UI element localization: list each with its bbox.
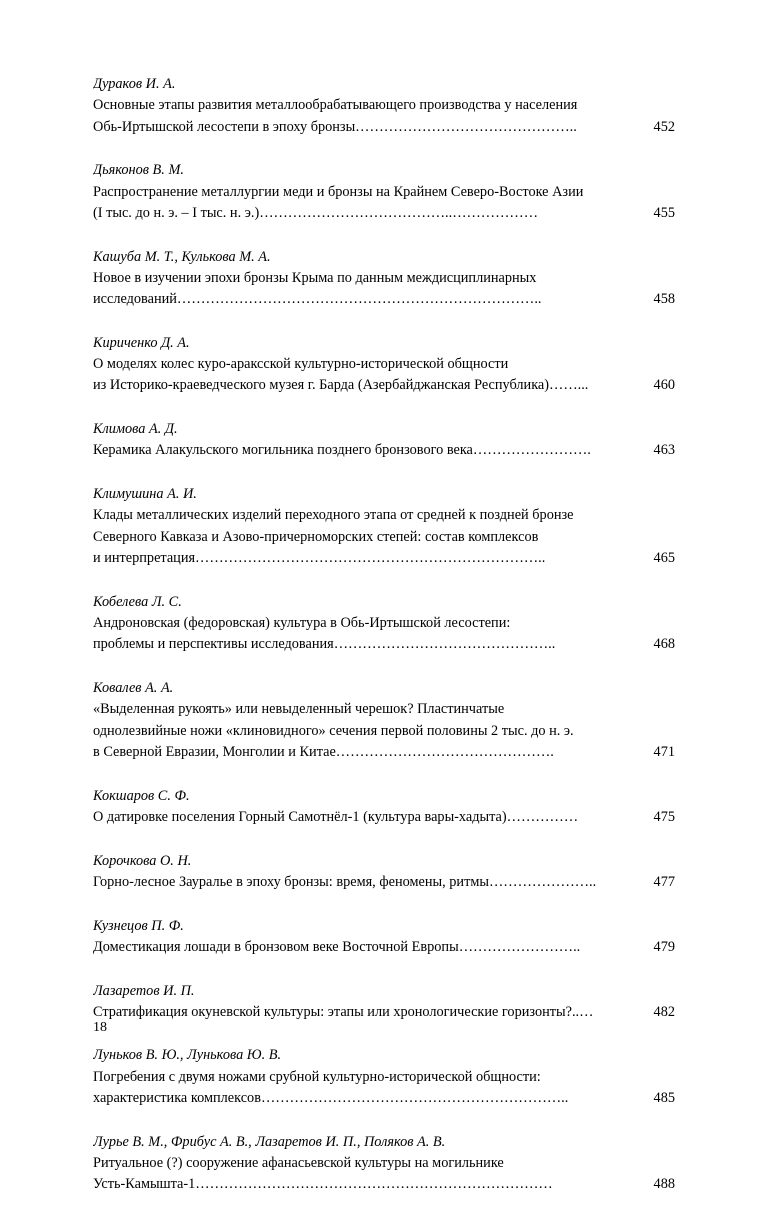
toc-entry: [93, 1132, 675, 1196]
entry-title-line: исследований…………………………………………………………………..: [93, 291, 542, 308]
toc-entry: [93, 1045, 675, 1109]
entry-author: Кириченко Д. А.: [93, 334, 190, 351]
entry-author: Корочкова О. Н.: [93, 852, 192, 869]
page-number: 18: [93, 1020, 107, 1035]
entry-page-number: 465: [653, 550, 675, 566]
entry-page-number: 460: [653, 377, 675, 394]
entry-author: Ковалев А. А.: [93, 679, 174, 696]
entry-title-line: Ритуальное (?) сооружение афанасьевской культуры на могильнике: [93, 1155, 504, 1172]
entry-title-line: Усть-Камышта-1…………………………………………………………………: [93, 1176, 553, 1193]
toc-entry: [93, 786, 675, 829]
entry-author: Кокшаров С. Ф.: [93, 787, 190, 804]
entry-title-line: проблемы и перспективы исследования………………………………………..: [93, 636, 556, 653]
toc-entry: [93, 916, 675, 959]
entry-title-line: Северного Кавказа и Азово-причерноморских степей: состав комплексов: [93, 528, 539, 545]
entry-title-line: (I тыс. до н. э. – I тыс. н. э.)…………………………………..………………: [93, 204, 538, 221]
entry-author: Кашуба М. Т., Кулькова М. А.: [93, 248, 271, 265]
entry-page-number: 471: [653, 743, 675, 760]
entry-title-line: Основные этапы развития металлообрабатывающего производства у населения: [93, 97, 578, 114]
entry-author: Лазаретов И. П.: [93, 982, 195, 999]
entry-author: Климушина А. И.: [93, 486, 197, 503]
entry-author: Кобелева Л. С.: [93, 593, 182, 610]
toc-entry: [93, 419, 675, 462]
entry-page-number: 458: [653, 291, 675, 308]
entry-page-number: 488: [653, 1176, 675, 1193]
toc-entry: [93, 484, 675, 569]
entry-author: Дьяконов В. М.: [93, 162, 184, 179]
entry-page-number: 468: [653, 636, 675, 653]
entry-title-line: однолезвийные ножи «клиновидного» сечения первой половины 2 тыс. до н. э.: [93, 722, 574, 739]
entry-title-line: Андроновская (федоровская) культура в Обь-Иртышской лесостепи:: [93, 614, 511, 631]
entry-title-line: из Историко-краеведческого музея г. Барда (Азербайджанская Республика)……...: [93, 377, 589, 394]
entry-title-line: в Северной Евразии, Монголии и Китае……………………………………….: [93, 743, 554, 760]
toc-entry: [93, 851, 675, 894]
entry-title-line: Горно-лесное Зауралье в эпоху бронзы: время, феномены, ритмы…………………..: [93, 873, 597, 890]
entry-title-line: О моделях колес куро-араксской культурно-исторической общности: [93, 356, 509, 373]
entry-title-line: «Выделенная рукоять» или невыделенный черешок? Пластинчатые: [93, 701, 505, 718]
entry-title-line: Распространение металлургии меди и бронзы на Крайнем Северо-Востоке Азии: [93, 183, 584, 200]
entry-page-number: 475: [653, 808, 675, 825]
entry-author: Кузнецов П. Ф.: [93, 917, 184, 934]
entry-author: Климова А. Д.: [93, 421, 178, 438]
entry-title-line: Керамика Алакульского могильника позднего бронзового века…………………….: [93, 442, 591, 459]
entry-page-number: 479: [653, 938, 675, 955]
table-of-contents: [93, 74, 675, 1218]
entry-page-number: 485: [653, 1090, 675, 1107]
toc-entry: [93, 981, 675, 1024]
entry-author: Луньков В. Ю., Лунькова Ю. В.: [93, 1047, 282, 1064]
entry-title-line: Погребения с двумя ножами срубной культурно-исторической общности:: [93, 1068, 541, 1085]
entry-page-number: 482: [653, 1003, 675, 1020]
toc-entry: [93, 592, 675, 656]
toc-entry: [93, 160, 675, 224]
entry-title-line: характеристика комплексов………………………………………………………..: [93, 1090, 569, 1107]
toc-entry: [93, 678, 675, 763]
entry-page-number: 452: [653, 118, 675, 135]
toc-entry: [93, 247, 675, 311]
entry-title-line: Клады металлических изделий переходного этапа от средней к поздней бронзе: [93, 507, 574, 524]
entry-author: Дураков И. А.: [93, 76, 176, 92]
entry-title-line: Новое в изучении эпохи бронзы Крыма по данным междисциплинарных: [93, 269, 537, 286]
entry-page-number: 477: [653, 873, 675, 890]
entry-title-line: Обь-Иртышской лесостепи в эпоху бронзы………………………………………..: [93, 118, 577, 135]
toc-entry: [93, 333, 675, 397]
entry-title-line: и интерпретация………………………………………………………………..: [93, 550, 546, 566]
entry-page-number: 463: [653, 442, 675, 459]
toc-entry: [93, 74, 675, 138]
entry-author: Лурье В. М., Фрибус А. В., Лазаретов И. П., Поляков А. В.: [93, 1133, 446, 1150]
entry-title-line: Доместикация лошади в бронзовом веке Восточной Европы……………………..: [93, 938, 581, 955]
entry-page-number: 455: [653, 204, 675, 221]
entry-title-line: Стратификация окуневской культуры: этапы или хронологические горизонты?..…: [93, 1003, 594, 1020]
entry-title-line: О датировке поселения Горный Самотнёл-1 (культура вары-хадыта)……………: [93, 808, 579, 825]
